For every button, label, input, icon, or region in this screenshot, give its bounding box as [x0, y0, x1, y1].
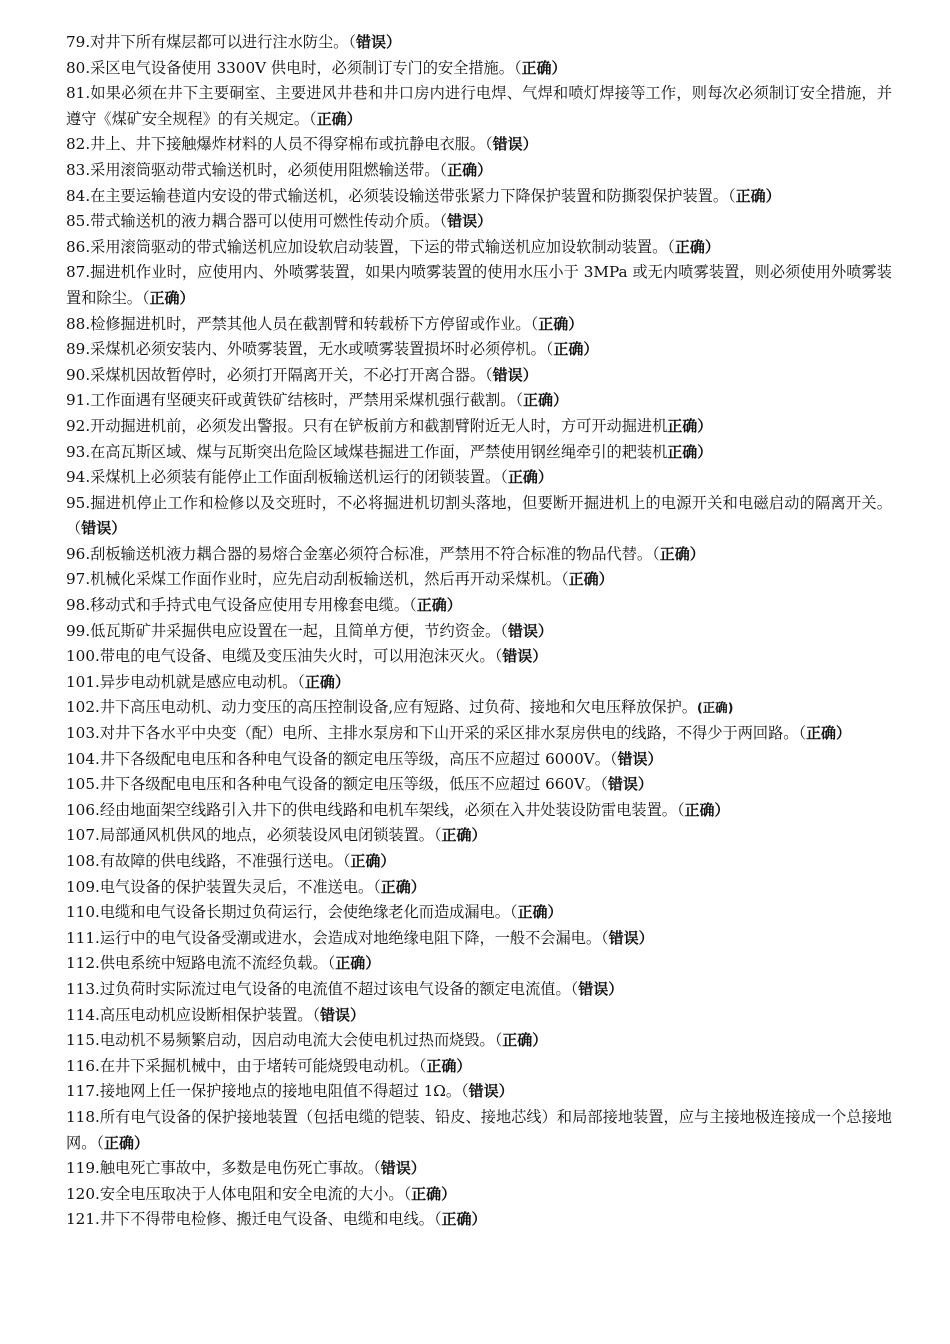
question-text: 109.电气设备的保护装置失灵后，不准送电。（: [66, 877, 381, 896]
answer-label: 正确: [416, 596, 447, 615]
question-text: 89.采煤机必须安装内、外喷雾装置，无水或喷雾装置损坏时必须停机。（: [66, 340, 554, 359]
question-item: [66, 721, 892, 747]
question-item: [66, 977, 892, 1003]
answer-label: 错误: [355, 33, 386, 51]
answer-close: ）: [532, 1031, 548, 1050]
question-item: [66, 567, 892, 593]
question-item: [66, 260, 892, 311]
answer-close: ）: [346, 109, 362, 128]
answer-close: ）: [608, 979, 624, 998]
answer-label: 错误: [507, 621, 538, 640]
answer-label: 正确: [735, 186, 766, 205]
answer-label: 正确: [103, 1133, 134, 1152]
question-text: 113.过负荷时实际流过电气设备的电流值不超过该电气设备的额定电流值。（: [66, 979, 579, 998]
question-item: [66, 875, 892, 901]
answer-close: ）: [638, 928, 654, 947]
answer-close: ）: [551, 58, 567, 77]
question-item: [66, 542, 892, 568]
answer-close: ）: [532, 647, 548, 666]
answer-close: ）: [568, 314, 584, 333]
question-item: [66, 1079, 892, 1105]
question-text: 104.井下各级配电电压和各种电气设备的额定电压等级，高压不应超过 6000V。（: [66, 749, 618, 768]
answer-label: 正确: [502, 1031, 533, 1050]
question-text: 103.对井下各水平中央变（配）电所、主排水泵房和下山开采的采区排水泵房供电的线路，不得少于两回路。（: [66, 724, 807, 743]
answer-label: 正确: [411, 1184, 442, 1203]
answer-label: 错误: [447, 212, 478, 231]
question-item: [66, 388, 892, 414]
answer-label: (正确: [696, 700, 728, 716]
answer-close: ）: [598, 570, 614, 589]
answer-label: 正确: [684, 800, 715, 819]
answer-label: 错误: [492, 135, 523, 154]
answer-close: ）: [365, 954, 381, 973]
answer-label: 错误: [578, 979, 609, 998]
question-text: 115.电动机不易频繁启动，因启动电流大会使电机过热而烧毁。（: [66, 1031, 503, 1050]
question-item: [66, 465, 892, 491]
question-text: 96.刮板输送机液力耦合器的易熔合金塞必须符合标准，严禁用不符合标准的物品代替。（: [66, 544, 660, 563]
answer-label: 正确: [441, 1210, 472, 1229]
answer-close: ）: [697, 442, 713, 461]
question-text: 79.对井下所有煤层都可以进行注水防尘。（: [66, 33, 356, 51]
answer-label: 错误: [607, 775, 638, 794]
answer-close: ）: [689, 544, 705, 563]
question-item: [66, 593, 892, 619]
question-item: [66, 184, 892, 210]
answer-label: 正确: [568, 570, 599, 589]
question-item: [66, 158, 892, 184]
question-item: [66, 440, 892, 466]
question-list: [66, 30, 892, 1233]
question-item: [66, 209, 892, 235]
answer-label: 错误: [81, 519, 112, 538]
question-item: [66, 1003, 892, 1029]
question-item: [66, 900, 892, 926]
answer-label: 正确: [674, 237, 705, 256]
answer-close: ）: [441, 1184, 457, 1203]
answer-close: ）: [380, 852, 396, 870]
question-text: 120.安全电压取决于人体电阻和安全电流的大小。（: [66, 1184, 412, 1203]
answer-close: ）: [334, 672, 350, 691]
answer-close: ）: [385, 33, 401, 51]
answer-close: ）: [477, 160, 493, 179]
answer-close: ）: [410, 877, 426, 896]
answer-close: ）: [410, 1159, 426, 1178]
answer-label: 正确: [667, 442, 698, 461]
question-item: [66, 56, 892, 82]
question-text: 83.采用滚筒驱动带式输送机时，必须使用阻燃输送带。（: [66, 160, 448, 179]
answer-close: ）: [471, 1210, 487, 1229]
question-text: 91.工作面遇有坚硬夹矸或黄铁矿结核时，严禁用采煤机强行截割。（: [66, 391, 523, 410]
answer-close: ）: [471, 826, 487, 845]
question-text: 85.带式输送机的液力耦合器可以使用可燃性传动介质。（: [66, 212, 448, 231]
answer-close: ）: [179, 288, 195, 307]
answer-close: ）: [522, 365, 538, 384]
question-item: [66, 312, 892, 338]
question-item: [66, 670, 892, 696]
answer-close: ）: [547, 903, 563, 922]
question-item: [66, 747, 892, 773]
question-text: 116.在井下采掘机械中，由于堵转可能烧毁电动机。（: [66, 1056, 427, 1075]
question-item: [66, 81, 892, 132]
question-item: [66, 30, 892, 56]
question-item: [66, 337, 892, 363]
answer-close: ）: [704, 237, 720, 256]
question-text: 118.所有电气设备的保护接地装置（包括电缆的铠装、铅皮、接地芯线）和局部接地装置，应与主接地极连接成一个总接地网。（: [66, 1107, 892, 1152]
answer-close: ）: [553, 391, 569, 410]
question-text: 86.采用滚筒驱动的带式输送机应加设软启动装置，下运的带式输送机应加设软制动装置。（: [66, 237, 675, 256]
answer-close: ）: [697, 416, 713, 435]
answer-label: 错误: [608, 928, 639, 947]
answer-label: 正确: [806, 724, 837, 743]
answer-close: ）: [637, 775, 653, 794]
answer-close: ）: [537, 468, 553, 487]
answer-label: 正确: [538, 314, 569, 333]
answer-close: ）: [522, 135, 538, 154]
answer-label: 正确: [426, 1056, 457, 1075]
answer-close: ）: [477, 212, 493, 231]
answer-close: ）: [765, 186, 781, 205]
question-item: [66, 619, 892, 645]
question-item: [66, 1207, 892, 1233]
question-item: [66, 1156, 892, 1182]
answer-label: 正确: [304, 672, 335, 691]
question-item: [66, 414, 892, 440]
question-item: [66, 1054, 892, 1080]
question-item: [66, 798, 892, 824]
question-text: 80.采区电气设备使用 3300V 供电时，必须制订专门的安全措施。（: [66, 58, 522, 77]
answer-label: 错误: [468, 1082, 499, 1101]
question-text: 121.井下不得带电检修、搬迁电气设备、电缆和电线。（: [66, 1210, 442, 1229]
answer-close: ）: [111, 519, 127, 538]
answer-close: ): [727, 700, 734, 716]
answer-label: 正确: [350, 852, 381, 870]
answer-close: ）: [647, 749, 663, 768]
answer-close: ）: [350, 1005, 366, 1024]
answer-label: 错误: [380, 1159, 411, 1178]
question-text: 102.井下高压电动机、动力变压的高压控制设备,应有短路、过负荷、接地和欠电压释放保护。: [66, 698, 697, 717]
answer-label: 正确: [517, 903, 548, 922]
question-text: 101.异步电动机就是感应电动机。（: [66, 672, 305, 691]
answer-label: 正确: [521, 58, 552, 77]
question-text: 87.掘进机作业时，应使用内、外喷雾装置，如果内喷雾装置的使用水压小于 3MPa 或无内喷雾装置，则必须使用外喷雾装置和除尘。（: [66, 263, 892, 307]
question-text: 94.采煤机上必须装有能停止工作面刮板输送机运行的闭锁装置。（: [66, 468, 508, 487]
answer-close: ）: [583, 340, 599, 359]
answer-close: ）: [498, 1082, 514, 1101]
question-text: 111.运行中的电气设备受潮或进水，会造成对地绝缘电阻下降，一般不会漏电。（: [66, 928, 609, 947]
question-text: 117.接地网上任一保护接地点的接地电阻值不得超过 1Ω。（: [66, 1082, 469, 1101]
answer-label: 正确: [149, 288, 180, 307]
answer-label: 正确: [667, 416, 698, 435]
answer-close: ）: [537, 621, 553, 640]
question-item: [66, 849, 892, 875]
answer-label: 正确: [335, 954, 366, 973]
question-text: 81.如果必须在井下主要硐室、主要进风井巷和井口房内进行电焊、气焊和喷灯焊接等工作，则每次必须制订安全措施，并遵守《煤矿安全规程》的有关规定。（: [66, 84, 892, 128]
question-text: 119.触电死亡事故中，多数是电伤死亡事故。（: [66, 1159, 381, 1178]
question-text: 106.经由地面架空线路引入井下的供电线路和电机车架线，必须在入井处装设防雷电装置。（: [66, 800, 685, 819]
question-text: 93.在高瓦斯区域、煤与瓦斯突出危险区域煤巷掘进工作面，严禁使用钢丝绳牵引的耙装机: [66, 442, 668, 461]
question-text: 92.开动掘进机前，必须发出警报。只有在铲板前方和截割臂附近无人时，方可开动掘进机: [66, 416, 668, 435]
question-text: 88.检修掘进机时，严禁其他人员在截割臂和转载桥下方停留或作业。（: [66, 314, 539, 333]
answer-label: 正确: [441, 826, 472, 845]
question-text: 90.采煤机因故暂停时，必须打开隔离开关，不必打开离合器。（: [66, 365, 493, 384]
answer-label: 正确: [523, 391, 554, 410]
question-text: 98.移动式和手持式电气设备应使用专用橡套电缆。（: [66, 596, 417, 615]
answer-close: ）: [836, 724, 852, 743]
question-text: 84.在主要运输巷道内安设的带式输送机，必须装设输送带张紧力下降保护装置和防撕裂保护装置。（: [66, 186, 736, 205]
question-item: [66, 1028, 892, 1054]
question-text: 114.高压电动机应设断相保护装置。（: [66, 1005, 321, 1024]
question-text: 99.低瓦斯矿井采掘供电应设置在一起，且简单方便，节约资金。（: [66, 621, 508, 640]
question-item: [66, 132, 892, 158]
answer-label: 错误: [617, 749, 648, 768]
question-text: 108.有故障的供电线路，不准强行送电。（: [66, 852, 351, 870]
question-item: [66, 772, 892, 798]
question-text: 110.电缆和电气设备长期过负荷运行，会使绝缘老化而造成漏电。（: [66, 903, 518, 922]
question-item: [66, 1182, 892, 1208]
answer-close: ）: [446, 596, 462, 615]
answer-label: 正确: [507, 468, 538, 487]
answer-label: 正确: [659, 544, 690, 563]
answer-label: 错误: [320, 1005, 351, 1024]
question-item: [66, 951, 892, 977]
question-item: [66, 644, 892, 670]
question-item: [66, 491, 892, 542]
question-text: 100.带电的电气设备、电缆及变压油失火时，可以用泡沫灭火。（: [66, 647, 503, 666]
question-text: 112.供电系统中短路电流不流经负载。（: [66, 954, 336, 973]
question-item: [66, 1105, 892, 1156]
answer-label: 正确: [553, 340, 584, 359]
answer-label: 错误: [502, 647, 533, 666]
question-item: [66, 695, 892, 721]
answer-close: ）: [714, 800, 730, 819]
question-text: 97.机械化采煤工作面作业时，应先启动刮板输送机，然后再开动采煤机。（: [66, 570, 569, 589]
question-text: 105.井下各级配电电压和各种电气设备的额定电压等级，低压不应超过 660V。（: [66, 775, 608, 794]
answer-close: ）: [456, 1056, 472, 1075]
question-text: 107.局部通风机供风的地点，必须装设风电闭锁装置。（: [66, 826, 442, 845]
question-item: [66, 235, 892, 261]
question-text: 95.掘进机停止工作和检修以及交班时，不必将掘进机切割头落地，但要断开掘进机上的电源开关和电磁启动的隔离开关。（: [66, 493, 892, 538]
answer-label: 正确: [380, 877, 411, 896]
answer-label: 错误: [492, 365, 523, 384]
question-item: [66, 823, 892, 849]
answer-label: 正确: [447, 160, 478, 179]
answer-close: ）: [133, 1133, 149, 1152]
question-item: [66, 363, 892, 389]
question-text: 82.井上、井下接触爆炸材料的人员不得穿棉布或抗静电衣服。（: [66, 135, 493, 154]
answer-label: 正确: [316, 109, 347, 128]
question-item: [66, 926, 892, 952]
